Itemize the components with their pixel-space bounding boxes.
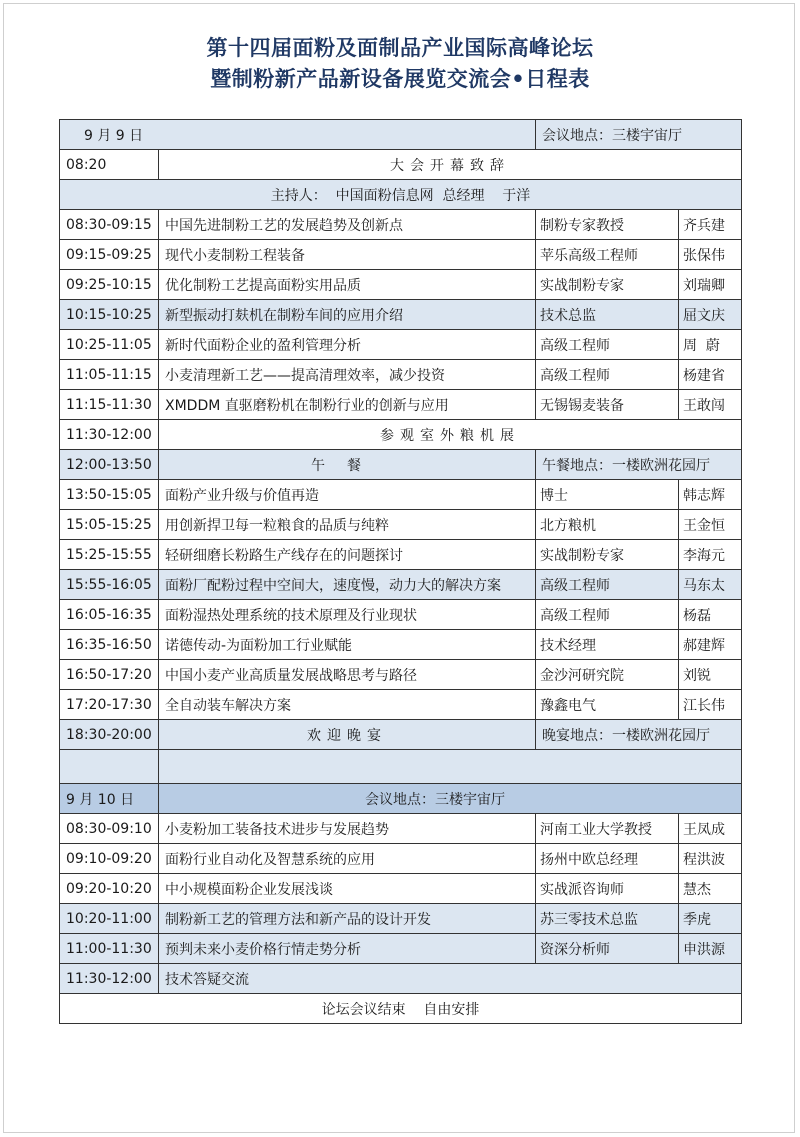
- session-topic: 全自动装车解决方案: [159, 690, 536, 720]
- closing-text: 论坛会议结束 自由安排: [60, 994, 742, 1024]
- session-role: 高级工程师: [536, 360, 679, 390]
- session-role: 豫鑫电气: [536, 690, 679, 720]
- session-speaker: 慧杰: [679, 874, 742, 904]
- session-speaker: 杨建省: [679, 360, 742, 390]
- schedule-table: [59, 119, 742, 1024]
- session-speaker: 韩志辉: [679, 480, 742, 510]
- session-speaker: 郝建辉: [679, 630, 742, 660]
- session-row: [60, 210, 742, 240]
- session-time: 09:25-10:15: [60, 270, 159, 300]
- session-speaker: 申洪源: [679, 934, 742, 964]
- session-speaker: 张保伟: [679, 240, 742, 270]
- visit-row: [60, 420, 742, 450]
- session-topic: 面粉行业自动化及智慧系统的应用: [159, 844, 536, 874]
- session-speaker: 王敢闯: [679, 390, 742, 420]
- session-role: 高级工程师: [536, 570, 679, 600]
- session-time: 09:20-10:20: [60, 874, 159, 904]
- session-time: 09:15-09:25: [60, 240, 159, 270]
- session-role: 无锡锡麦装备: [536, 390, 679, 420]
- session-time: 10:15-10:25: [60, 300, 159, 330]
- day1-venue: 会议地点：三楼宇宙厅: [536, 120, 742, 150]
- session-row: [60, 570, 742, 600]
- dinner-text: 欢迎晚宴: [159, 720, 536, 750]
- session-topic: 小麦粉加工装备技术进步与发展趋势: [159, 814, 536, 844]
- session-topic: XMDDM 直驱磨粉机在制粉行业的创新与应用: [159, 390, 536, 420]
- session-role: 实战派咨询师: [536, 874, 679, 904]
- dinner-venue: 晚宴地点：一楼欧洲花园厅: [536, 720, 742, 750]
- session-topic: 新型振动打麸机在制粉车间的应用介绍: [159, 300, 536, 330]
- lunch-text: 午餐: [159, 450, 536, 480]
- session-row: [60, 240, 742, 270]
- session-row: [60, 844, 742, 874]
- session-speaker: 屈文庆: [679, 300, 742, 330]
- session-row: [60, 390, 742, 420]
- session-topic: 现代小麦制粉工程装备: [159, 240, 536, 270]
- session-topic: 小麦清理新工艺——提高清理效率，减少投资: [159, 360, 536, 390]
- session-row: [60, 270, 742, 300]
- session-row: [60, 630, 742, 660]
- day2-venue: 会议地点：三楼宇宙厅: [159, 784, 742, 814]
- host-text: 主持人： 中国面粉信息网 总经理 于洋: [60, 180, 742, 210]
- closing-row: [60, 994, 742, 1024]
- day1-date: 9 月 9 日: [60, 120, 536, 150]
- lunch-row: [60, 450, 742, 480]
- session-speaker: 江长伟: [679, 690, 742, 720]
- session-row: [60, 300, 742, 330]
- session-role: 高级工程师: [536, 600, 679, 630]
- session-topic: 面粉湿热处理系统的技术原理及行业现状: [159, 600, 536, 630]
- session-time: 15:25-15:55: [60, 540, 159, 570]
- page-title: 第十四届面粉及面制品产业国际高峰论坛: [206, 36, 594, 60]
- session-role: 苏三零技术总监: [536, 904, 679, 934]
- session-topic: 中小规模面粉企业发展浅谈: [159, 874, 536, 904]
- lunch-venue: 午餐地点：一楼欧洲花园厅: [536, 450, 742, 480]
- day1-morning-sessions: [60, 210, 742, 420]
- session-speaker: 季虎: [679, 904, 742, 934]
- session-role: 资深分析师: [536, 934, 679, 964]
- session-role: 技术经理: [536, 630, 679, 660]
- session-role: 苹乐高级工程师: [536, 240, 679, 270]
- session-row: [60, 360, 742, 390]
- session-row: [60, 814, 742, 844]
- session-speaker: 李海元: [679, 540, 742, 570]
- session-topic: 面粉产业升级与价值再造: [159, 480, 536, 510]
- session-speaker: 王金恒: [679, 510, 742, 540]
- session-row: [60, 660, 742, 690]
- session-row: [60, 510, 742, 540]
- session-topic: 新时代面粉企业的盈利管理分析: [159, 330, 536, 360]
- session-row: [60, 874, 742, 904]
- page-subtitle: 暨制粉新产品新设备展览交流会•日程表: [210, 67, 590, 91]
- qa-row: [60, 964, 742, 994]
- session-time: 15:55-16:05: [60, 570, 159, 600]
- day2-header-row: [60, 784, 742, 814]
- session-role: 河南工业大学教授: [536, 814, 679, 844]
- session-speaker: 王凤成: [679, 814, 742, 844]
- session-speaker: 马东太: [679, 570, 742, 600]
- session-role: 实战制粉专家: [536, 540, 679, 570]
- session-time: 10:20-11:00: [60, 904, 159, 934]
- session-topic: 优化制粉工艺提高面粉实用品质: [159, 270, 536, 300]
- session-row: [60, 904, 742, 934]
- session-topic: 中国先进制粉工艺的发展趋势及创新点: [159, 210, 536, 240]
- session-topic: 制粉新工艺的管理方法和新产品的设计开发: [159, 904, 536, 934]
- session-time: 11:05-11:15: [60, 360, 159, 390]
- session-speaker: 周 蔚: [679, 330, 742, 360]
- opening-text: 大会开幕致辞: [159, 150, 742, 180]
- session-role: 博士: [536, 480, 679, 510]
- session-time: 11:15-11:30: [60, 390, 159, 420]
- session-topic: 面粉厂配粉过程中空间大，速度慢，动力大的解决方案: [159, 570, 536, 600]
- session-time: 17:20-17:30: [60, 690, 159, 720]
- session-speaker: 程洪波: [679, 844, 742, 874]
- day2-date: 9 月 10 日: [60, 784, 159, 814]
- session-role: 技术总监: [536, 300, 679, 330]
- session-row: [60, 600, 742, 630]
- session-time: 16:05-16:35: [60, 600, 159, 630]
- session-time: 15:05-15:25: [60, 510, 159, 540]
- dinner-row: [60, 720, 742, 750]
- session-time: 10:25-11:05: [60, 330, 159, 360]
- spacer-cell: [159, 750, 742, 784]
- session-time: 08:30-09:10: [60, 814, 159, 844]
- opening-row: [60, 150, 742, 180]
- dinner-time: 18:30-20:00: [60, 720, 159, 750]
- session-role: 金沙河研究院: [536, 660, 679, 690]
- session-speaker: 刘锐: [679, 660, 742, 690]
- session-topic: 用创新捍卫每一粒粮食的品质与纯粹: [159, 510, 536, 540]
- session-row: [60, 690, 742, 720]
- session-role: 实战制粉专家: [536, 270, 679, 300]
- session-speaker: 杨磊: [679, 600, 742, 630]
- session-time: 08:30-09:15: [60, 210, 159, 240]
- spacer-cell: [60, 750, 159, 784]
- session-role: 高级工程师: [536, 330, 679, 360]
- host-row: [60, 180, 742, 210]
- session-time: 13:50-15:05: [60, 480, 159, 510]
- day1-header-row: [60, 120, 742, 150]
- session-role: 扬州中欧总经理: [536, 844, 679, 874]
- session-time: 11:00-11:30: [60, 934, 159, 964]
- session-topic: 预判未来小麦价格行情走势分析: [159, 934, 536, 964]
- lunch-time: 12:00-13:50: [60, 450, 159, 480]
- session-time: 16:50-17:20: [60, 660, 159, 690]
- session-row: [60, 330, 742, 360]
- session-topic: 轻研细磨长粉路生产线存在的问题探讨: [159, 540, 536, 570]
- session-speaker: 齐兵建: [679, 210, 742, 240]
- session-topic: 诺德传动-为面粉加工行业赋能: [159, 630, 536, 660]
- day1-afternoon-sessions: [60, 480, 742, 720]
- opening-time: 08:20: [60, 150, 159, 180]
- session-time: 09:10-09:20: [60, 844, 159, 874]
- spacer-row: [60, 750, 742, 784]
- session-row: [60, 480, 742, 510]
- visit-time: 11:30-12:00: [60, 420, 159, 450]
- qa-text: 技术答疑交流: [159, 964, 742, 994]
- session-role: 北方粮机: [536, 510, 679, 540]
- session-role: 制粉专家教授: [536, 210, 679, 240]
- session-row: [60, 934, 742, 964]
- visit-text: 参观室外粮机展: [159, 420, 742, 450]
- qa-time: 11:30-12:00: [60, 964, 159, 994]
- session-row: [60, 540, 742, 570]
- session-speaker: 刘瑞卿: [679, 270, 742, 300]
- session-time: 16:35-16:50: [60, 630, 159, 660]
- day2-sessions: [60, 814, 742, 964]
- session-topic: 中国小麦产业高质量发展战略思考与路径: [159, 660, 536, 690]
